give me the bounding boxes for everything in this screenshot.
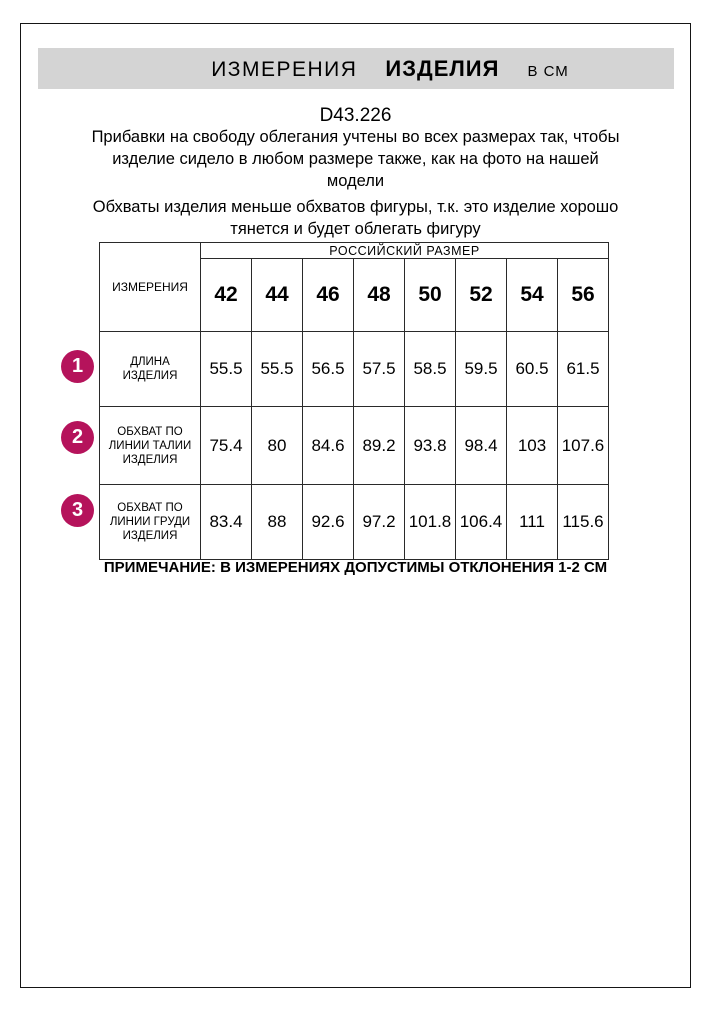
- product-code: D43.226: [319, 105, 392, 126]
- intro-paragraph-2: Обхваты изделия меньше обхватов фигуры, т.к. это изделие хорошо тянется и будет облегать фигуру: [92, 198, 619, 238]
- row-marker-3-badge: 3: [61, 494, 94, 527]
- size-header: 56: [558, 259, 609, 332]
- row-marker-1-badge: 1: [61, 350, 94, 383]
- document-page: [20, 23, 691, 988]
- table-cell: 59.5: [456, 332, 507, 407]
- table-cell: 107.6: [558, 407, 609, 485]
- row-label: ОБХВАТ ПО ЛИНИИ ТАЛИИ ИЗДЕЛИЯ: [100, 407, 201, 485]
- table-cell: 58.5: [405, 332, 456, 407]
- table-cell: 56.5: [303, 332, 354, 407]
- table-cell: 115.6: [558, 485, 609, 560]
- size-group-header: РОССИЙСКИЙ РАЗМЕР: [201, 243, 609, 259]
- size-header: 50: [405, 259, 456, 332]
- table-cell: 92.6: [303, 485, 354, 560]
- table-cell: 83.4: [201, 485, 252, 560]
- table-cell: 106.4: [456, 485, 507, 560]
- title-product: ИЗДЕЛИЯ: [385, 55, 500, 81]
- table-group-header-row: [100, 243, 609, 259]
- title-measurements: ИЗМЕРЕНИЯ: [211, 57, 358, 81]
- table-cell: 111: [507, 485, 558, 560]
- size-header: 42: [201, 259, 252, 332]
- table-cell: 103: [507, 407, 558, 485]
- title-units: В СМ: [527, 62, 569, 80]
- table-cell: 84.6: [303, 407, 354, 485]
- table-cell: 88: [252, 485, 303, 560]
- table-cell: 61.5: [558, 332, 609, 407]
- title-text-group: [211, 56, 569, 82]
- table-cell: 75.4: [201, 407, 252, 485]
- table-row: [100, 485, 609, 560]
- size-header: 54: [507, 259, 558, 332]
- tolerance-note: ПРИМЕЧАНИЕ: В ИЗМЕРЕНИЯХ ДОПУСТИМЫ ОТКЛОНЕНИЯ 1-2 СМ: [103, 559, 608, 576]
- row-label: ДЛИНА ИЗДЕЛИЯ: [100, 332, 201, 407]
- table-row: [100, 407, 609, 485]
- size-header: 46: [303, 259, 354, 332]
- table-cell: 57.5: [354, 332, 405, 407]
- table-cell: 93.8: [405, 407, 456, 485]
- row-marker-2-badge: 2: [61, 421, 94, 454]
- size-header: 48: [354, 259, 405, 332]
- row-label: ОБХВАТ ПО ЛИНИИ ГРУДИ ИЗДЕЛИЯ: [100, 485, 201, 560]
- table-cell: 55.5: [201, 332, 252, 407]
- table-cell: 89.2: [354, 407, 405, 485]
- size-header: 44: [252, 259, 303, 332]
- table-cell: 97.2: [354, 485, 405, 560]
- table-cell: 98.4: [456, 407, 507, 485]
- table-row: [100, 332, 609, 407]
- size-header: 52: [456, 259, 507, 332]
- table-cell: 55.5: [252, 332, 303, 407]
- intro-paragraph-1: Прибавки на свободу облегания учтены во всех размерах так, чтобы изделие сидело в любом размере также, как на фото на нашей модели: [91, 128, 620, 190]
- table-cell: 80: [252, 407, 303, 485]
- table-cell: 60.5: [507, 332, 558, 407]
- measurements-table: [99, 242, 609, 560]
- table-cell: 101.8: [405, 485, 456, 560]
- title-bar: [38, 48, 674, 89]
- corner-header: ИЗМЕРЕНИЯ: [100, 243, 201, 332]
